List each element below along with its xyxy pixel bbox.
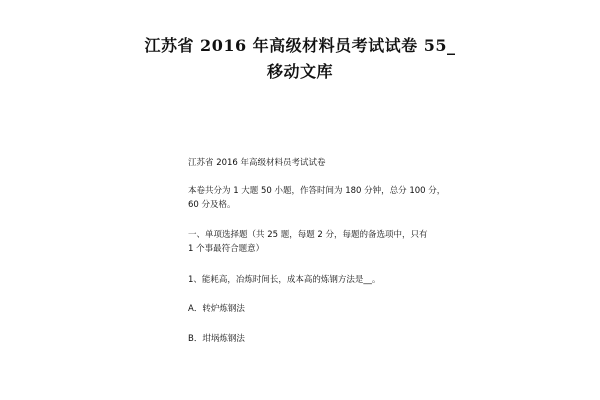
question-1-option-b: B．坩埚炼钢法	[188, 334, 245, 344]
document-title: 江苏省 2016 年高级材料员考试试卷 55_	[144, 36, 456, 55]
exam-subtitle: 江苏省 2016 年高级材料员考试试卷	[188, 158, 326, 168]
document-title-suffix: 移动文库	[266, 62, 333, 81]
question-1: 1、能耗高，冶炼时间长，成本高的炼钢方法是__。	[188, 275, 381, 285]
section-heading-line-1: 一、单项选择题（共 25 题，每题 2 分，每题的备选项中，只有	[188, 230, 428, 240]
section-heading-line-2: 1 个事最符合题意）	[188, 244, 265, 254]
exam-instructions-line-2: 60 分及格。	[188, 200, 236, 210]
question-1-option-a: A．转炉炼钢法	[188, 304, 245, 314]
exam-instructions-line-1: 本卷共分为 1 大题 50 小题，作答时间为 180 分钟，总分 100 分，	[188, 186, 446, 196]
